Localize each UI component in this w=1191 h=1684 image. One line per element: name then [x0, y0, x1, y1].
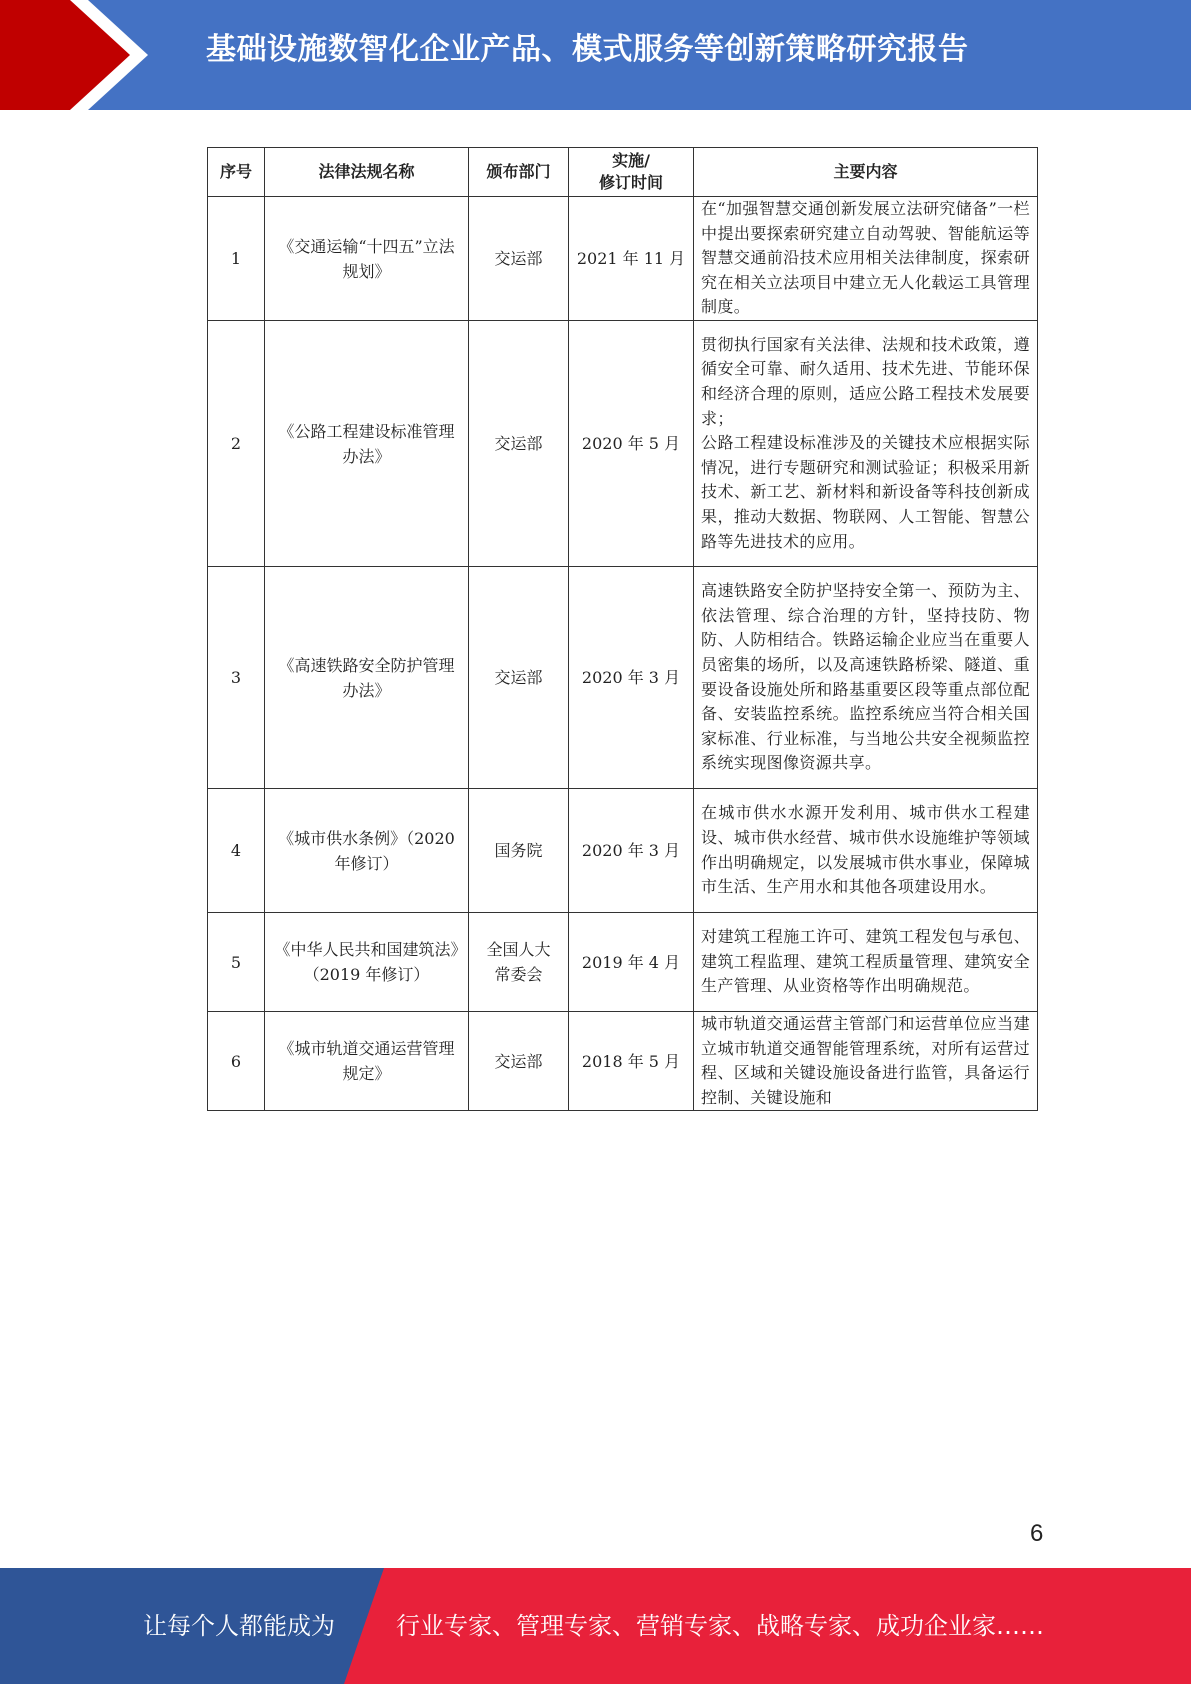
row-no: 1: [208, 197, 265, 321]
footer-slogan-left: 让每个人都能成为: [143, 1612, 335, 1640]
laws-table: [207, 147, 1038, 1111]
row-content: 在“加强智慧交通创新发展立法研究储备”一栏中提出要探索研究建立自动驾驶、智能航运等智慧交通前沿技术应用相关法律制度，探索研究在相关立法项目中建立无人化载运工具管理制度。: [694, 197, 1038, 321]
header-law-name: 法律法规名称: [265, 148, 469, 197]
header-arrow-decoration: [0, 0, 160, 110]
row-date: 2020 年 3 月: [569, 789, 694, 913]
row-law-name: 《城市轨道交通运营管理规定》: [265, 1012, 469, 1111]
row-law-name: 《公路工程建设标准管理办法》: [265, 321, 469, 567]
row-department: 交运部: [469, 1012, 569, 1111]
row-no: 4: [208, 789, 265, 913]
row-no: 6: [208, 1012, 265, 1111]
row-law-name: 《高速铁路安全防护管理办法》: [265, 567, 469, 789]
table-row: [208, 1012, 1038, 1111]
row-law-name: 《城市供水条例》（2020 年修订）: [265, 789, 469, 913]
row-date: 2020 年 5 月: [569, 321, 694, 567]
footer-banner: [0, 1568, 1191, 1684]
row-department: 交运部: [469, 197, 569, 321]
header-banner: [0, 0, 1191, 110]
page-number: 6: [1030, 1520, 1044, 1547]
row-date: 2021 年 11 月: [569, 197, 694, 321]
row-content: 在城市供水水源开发利用、城市供水工程建设、城市供水经营、城市供水设施维护等领域作出明确规定，以发展城市供水事业，保障城市生活、生产用水和其他各项建设用水。: [694, 789, 1038, 913]
row-no: 2: [208, 321, 265, 567]
table-row: [208, 789, 1038, 913]
report-title: 基础设施数智化企业产品、模式服务等创新策略研究报告: [206, 32, 969, 67]
row-no: 5: [208, 913, 265, 1012]
table-row: [208, 567, 1038, 789]
row-department: 交运部: [469, 567, 569, 789]
row-content: 贯彻执行国家有关法律、法规和技术政策，遵循安全可靠、耐久适用、技术先进、节能环保和经济合理的原则，适应公路工程技术发展要求； 公路工程建设标准涉及的关键技术应根据实际情况，进行专题研究和测试验证；积极采用新技术、新工艺、新材料和新设备等科技创新成果，推动大数据、物联网、人工智能、智慧公路等先进技术的应用。: [694, 321, 1038, 567]
table-header-row: [208, 148, 1038, 197]
row-content: 高速铁路安全防护坚持安全第一、预防为主、依法管理、综合治理的方针，坚持技防、物防、人防相结合。铁路运输企业应当在重要人员密集的场所，以及高速铁路桥梁、隧道、重要设备设施处所和路基重要区段等重点部位配备、安装监控系统。监控系统应当符合相关国家标准、行业标准，与当地公共安全视频监控系统实现图像资源共享。: [694, 567, 1038, 789]
table-row: [208, 321, 1038, 567]
row-department: 交运部: [469, 321, 569, 567]
row-date: 2020 年 3 月: [569, 567, 694, 789]
row-date: 2018 年 5 月: [569, 1012, 694, 1111]
row-date: 2019 年 4 月: [569, 913, 694, 1012]
row-department: 全国人大常委会: [469, 913, 569, 1012]
laws-table-container: [207, 147, 1037, 1111]
header-no: 序号: [208, 148, 265, 197]
table-row: [208, 197, 1038, 321]
row-content: 城市轨道交通运营主管部门和运营单位应当建立城市轨道交通智能管理系统，对所有运营过程、区域和关键设施设备进行监管，具备运行控制、关键设施和: [694, 1012, 1038, 1111]
row-department: 国务院: [469, 789, 569, 913]
footer-slogan-right: 行业专家、管理专家、营销专家、战略专家、成功企业家……: [396, 1612, 1044, 1640]
header-department: 颁布部门: [469, 148, 569, 197]
table-row: [208, 913, 1038, 1012]
row-law-name: 《中华人民共和国建筑法》（2019 年修订）: [265, 913, 469, 1012]
row-content: 对建筑工程施工许可、建筑工程发包与承包、建筑工程监理、建筑工程质量管理、建筑安全生产管理、从业资格等作出明确规范。: [694, 913, 1038, 1012]
header-content: 主要内容: [694, 148, 1038, 197]
header-date: 实施/ 修订时间: [569, 148, 694, 197]
row-law-name: 《交通运输“十四五”立法规划》: [265, 197, 469, 321]
row-no: 3: [208, 567, 265, 789]
